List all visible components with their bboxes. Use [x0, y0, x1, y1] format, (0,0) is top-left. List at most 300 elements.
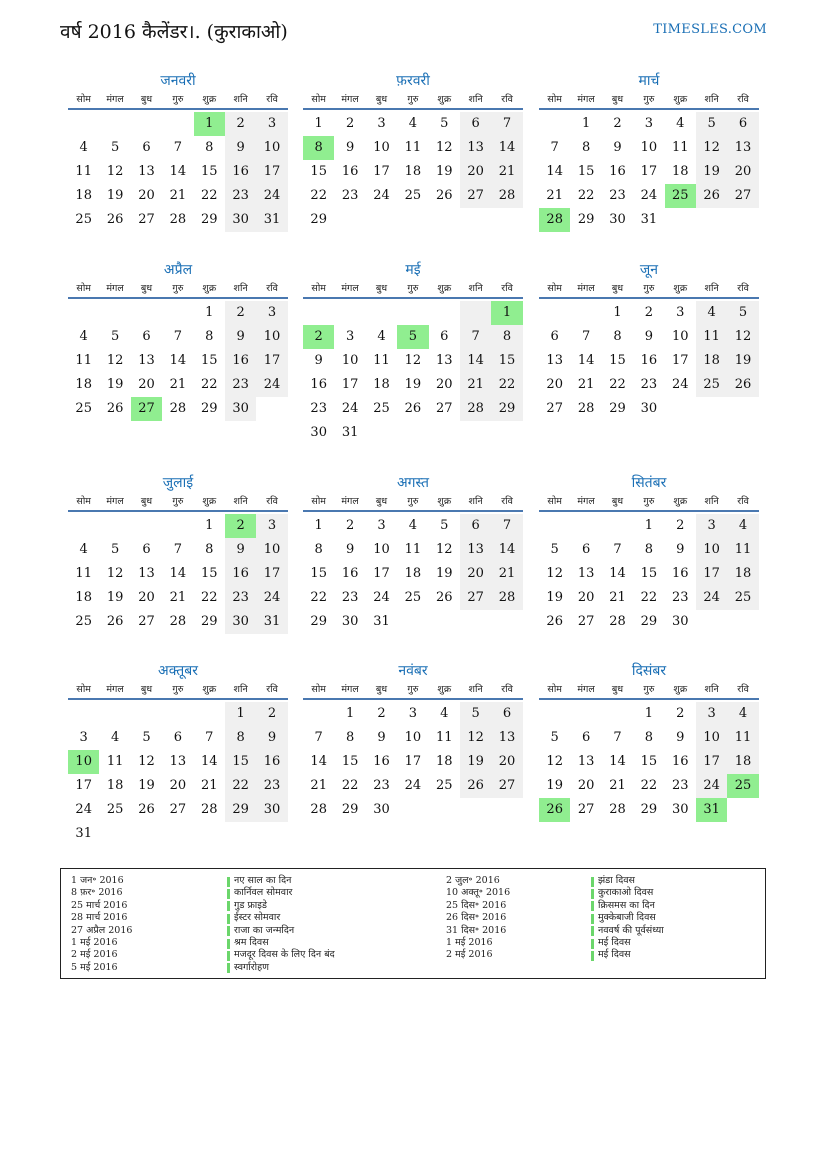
- weekday-label: शुक्र: [437, 496, 452, 507]
- day-cell: 21: [546, 188, 563, 203]
- empty-cell: [303, 301, 334, 325]
- day-cell: 6: [460, 514, 491, 538]
- day-cell: 30: [225, 397, 256, 421]
- weekday-label: शनि: [468, 684, 483, 695]
- legend-holiday-name: नववर्ष की पूर्वसंध्या: [598, 924, 664, 936]
- weekday-label: शुक्र: [437, 684, 452, 695]
- day-cell: 11: [75, 164, 92, 179]
- holiday-day-cell: 31: [696, 798, 727, 822]
- day-cell: 6: [460, 112, 491, 136]
- day-cell: 19: [138, 778, 155, 793]
- day-cell: 8: [581, 140, 591, 155]
- day-cell: 23: [373, 778, 390, 793]
- holiday-day-cell: 26: [539, 798, 570, 822]
- day-cell: 1: [644, 518, 653, 533]
- weekday-label: मंगल: [341, 684, 359, 695]
- day-cell: 29: [609, 401, 626, 416]
- day-cell: 22: [577, 188, 595, 203]
- day-grid: [539, 702, 759, 822]
- day-cell: 23: [671, 590, 689, 605]
- weekday-label: शनि: [704, 496, 719, 507]
- day-cell: 14: [546, 164, 563, 179]
- legend-holiday-name: राजा का जन्मदिन: [234, 924, 295, 936]
- day-cell: 22: [200, 590, 218, 605]
- day-cell: 5: [460, 702, 491, 726]
- day-cell: 5: [696, 112, 727, 136]
- day-cell: 6: [173, 730, 182, 745]
- day-cell: 12: [546, 566, 563, 581]
- holiday-legend: [60, 868, 766, 979]
- weekday-label: गुरु: [407, 684, 419, 695]
- day-cell: 20: [138, 377, 155, 392]
- day-cell: 11: [106, 754, 124, 769]
- legend-marker: [227, 901, 230, 911]
- empty-cell: [99, 514, 130, 538]
- day-cell: 11: [727, 538, 758, 562]
- day-cell: 24: [671, 377, 689, 392]
- day-cell: 24: [640, 188, 658, 203]
- day-cell: 18: [106, 778, 124, 793]
- day-cell: 3: [696, 514, 727, 538]
- day-cell: 8: [205, 140, 214, 155]
- weekday-label: रवि: [737, 684, 749, 695]
- day-cell: 28: [169, 614, 187, 629]
- day-cell: 18: [435, 754, 453, 769]
- day-cell: 29: [310, 212, 327, 227]
- day-cell: 2: [377, 706, 386, 721]
- day-cell: 25: [75, 401, 92, 416]
- day-cell: 30: [609, 212, 626, 227]
- day-grid: [303, 112, 523, 232]
- weekday-label: मंगल: [341, 496, 359, 507]
- day-cell: 22: [310, 188, 327, 203]
- weekday-label: रवि: [266, 94, 278, 105]
- day-cell: 28: [200, 802, 218, 817]
- day-grid: [539, 301, 759, 421]
- day-cell: 3: [377, 518, 386, 533]
- day-cell: 4: [727, 702, 758, 726]
- weekday-header: [303, 494, 523, 512]
- day-cell: 17: [696, 562, 727, 586]
- brand-link[interactable]: TIMESLES.COM: [653, 22, 767, 37]
- month-block: [539, 259, 759, 421]
- day-cell: 30: [341, 614, 359, 629]
- day-cell: 7: [314, 730, 323, 745]
- day-cell: 27: [727, 184, 758, 208]
- day-cell: 26: [435, 188, 453, 203]
- day-cell: 24: [75, 802, 92, 817]
- day-cell: 1: [314, 518, 323, 533]
- legend-holiday-name: स्वर्गारोहण: [234, 961, 270, 973]
- month-block: [539, 70, 759, 232]
- day-cell: 6: [727, 112, 758, 136]
- day-cell: 8: [225, 726, 256, 750]
- weekday-label: शनि: [704, 283, 719, 294]
- day-cell: 25: [373, 401, 390, 416]
- legend-date: 25 मार्च 2016: [71, 899, 128, 911]
- month-name: सितंबर: [631, 475, 667, 491]
- day-cell: 12: [435, 542, 453, 557]
- day-cell: 25: [404, 188, 422, 203]
- day-cell: 1: [314, 116, 323, 131]
- day-cell: 15: [609, 353, 626, 368]
- day-cell: 21: [460, 373, 491, 397]
- day-cell: 24: [373, 188, 390, 203]
- weekday-label: गुरु: [172, 496, 184, 507]
- day-cell: 21: [310, 778, 327, 793]
- day-cell: 13: [727, 136, 758, 160]
- day-cell: 16: [341, 164, 359, 179]
- legend-date: 5 मई 2016: [71, 961, 118, 973]
- legend-holiday-name: कार्निवल सोमवार: [234, 887, 293, 899]
- day-cell: 13: [460, 136, 491, 160]
- weekday-label: सोम: [547, 283, 562, 294]
- weekday-label: शुक्र: [673, 496, 688, 507]
- day-cell: 9: [256, 726, 287, 750]
- day-cell: 15: [310, 566, 327, 581]
- day-cell: 4: [676, 116, 685, 131]
- empty-cell: [570, 301, 601, 325]
- day-cell: 27: [138, 614, 155, 629]
- empty-cell: [602, 702, 633, 726]
- day-cell: 17: [373, 566, 390, 581]
- weekday-label: शुक्र: [673, 283, 688, 294]
- day-cell: 9: [676, 730, 685, 745]
- day-cell: 3: [644, 116, 653, 131]
- day-cell: 31: [256, 610, 287, 634]
- day-cell: 28: [609, 802, 626, 817]
- day-cell: 18: [727, 562, 758, 586]
- day-cell: 12: [106, 566, 124, 581]
- holiday-day-cell: 10: [68, 750, 99, 774]
- weekday-label: शुक्र: [202, 94, 217, 105]
- legend-marker: [591, 926, 594, 936]
- weekday-label: गुरु: [172, 94, 184, 105]
- day-cell: 8: [314, 542, 323, 557]
- weekday-label: सोम: [76, 283, 91, 294]
- weekday-label: मंगल: [106, 496, 124, 507]
- day-cell: 14: [460, 349, 491, 373]
- day-cell: 7: [460, 325, 491, 349]
- day-cell: 7: [613, 730, 622, 745]
- day-cell: 3: [79, 730, 88, 745]
- day-cell: 12: [460, 726, 491, 750]
- day-cell: 11: [727, 726, 758, 750]
- weekday-label: रवि: [737, 496, 749, 507]
- day-cell: 31: [373, 614, 390, 629]
- day-cell: 26: [696, 184, 727, 208]
- day-grid: [68, 702, 288, 846]
- day-cell: 12: [696, 136, 727, 160]
- day-cell: 17: [256, 160, 287, 184]
- day-cell: 26: [546, 614, 563, 629]
- month-block: [303, 472, 523, 634]
- weekday-label: रवि: [737, 283, 749, 294]
- legend-marker: [591, 877, 594, 887]
- day-cell: 23: [341, 590, 359, 605]
- day-cell: 10: [640, 140, 658, 155]
- day-cell: 12: [106, 353, 124, 368]
- month-block: [68, 259, 288, 421]
- day-cell: 1: [205, 305, 214, 320]
- weekday-label: शनि: [468, 496, 483, 507]
- day-cell: 18: [373, 377, 390, 392]
- day-cell: 30: [225, 208, 256, 232]
- empty-cell: [99, 301, 130, 325]
- empty-cell: [460, 301, 491, 325]
- empty-cell: [68, 301, 99, 325]
- day-cell: 3: [256, 301, 287, 325]
- day-cell: 8: [613, 329, 622, 344]
- empty-cell: [99, 112, 130, 136]
- day-cell: 15: [640, 754, 658, 769]
- day-cell: 29: [341, 802, 359, 817]
- day-cell: 16: [225, 562, 256, 586]
- day-cell: 18: [671, 164, 689, 179]
- weekday-label: शनि: [468, 94, 483, 105]
- day-cell: 19: [460, 750, 491, 774]
- day-cell: 3: [377, 116, 386, 131]
- day-cell: 14: [310, 754, 327, 769]
- day-cell: 6: [550, 329, 559, 344]
- day-cell: 12: [727, 325, 758, 349]
- day-cell: 7: [613, 542, 622, 557]
- day-cell: 27: [577, 614, 595, 629]
- day-cell: 6: [440, 329, 449, 344]
- month-block: [539, 660, 759, 822]
- day-cell: 13: [577, 566, 595, 581]
- day-cell: 16: [609, 164, 626, 179]
- day-cell: 22: [640, 778, 658, 793]
- weekday-label: बुध: [611, 684, 624, 695]
- day-cell: 23: [225, 184, 256, 208]
- weekday-label: शनि: [233, 496, 248, 507]
- weekday-label: सोम: [311, 94, 326, 105]
- day-cell: 29: [225, 798, 256, 822]
- day-grid: [539, 514, 759, 634]
- empty-cell: [539, 112, 570, 136]
- weekday-label: बुध: [140, 684, 153, 695]
- holiday-day-cell: 2: [225, 514, 256, 538]
- legend-marker: [227, 926, 230, 936]
- legend-date: 31 दिस॰ 2016: [446, 924, 507, 936]
- day-cell: 22: [491, 373, 522, 397]
- empty-cell: [131, 112, 162, 136]
- legend-marker: [591, 939, 594, 949]
- weekday-label: शनि: [468, 283, 483, 294]
- day-cell: 29: [200, 212, 218, 227]
- weekday-label: मंगल: [577, 684, 595, 695]
- day-cell: 4: [696, 301, 727, 325]
- day-cell: 22: [609, 377, 626, 392]
- empty-cell: [68, 702, 99, 726]
- weekday-label: सोम: [547, 496, 562, 507]
- day-cell: 4: [408, 518, 417, 533]
- day-cell: 5: [440, 116, 449, 131]
- day-cell: 10: [256, 538, 287, 562]
- day-cell: 2: [644, 305, 653, 320]
- day-cell: 11: [404, 542, 422, 557]
- day-cell: 10: [373, 542, 390, 557]
- weekday-label: शुक्र: [673, 684, 688, 695]
- weekday-label: गुरु: [407, 283, 419, 294]
- day-cell: 29: [491, 397, 522, 421]
- weekday-label: सोम: [311, 283, 326, 294]
- day-cell: 1: [205, 518, 214, 533]
- day-cell: 19: [404, 377, 422, 392]
- day-grid: [539, 112, 759, 232]
- day-cell: 30: [225, 610, 256, 634]
- day-cell: 19: [727, 349, 758, 373]
- weekday-label: बुध: [611, 283, 624, 294]
- day-cell: 13: [460, 538, 491, 562]
- day-cell: 8: [644, 730, 653, 745]
- day-cell: 30: [310, 425, 327, 440]
- day-cell: 30: [671, 614, 689, 629]
- day-cell: 1: [613, 305, 622, 320]
- legend-date: 26 दिस॰ 2016: [446, 912, 507, 924]
- holiday-day-cell: 5: [397, 325, 428, 349]
- weekday-label: मंगल: [341, 94, 359, 105]
- month-name: मई: [405, 262, 421, 278]
- legend-marker: [227, 889, 230, 899]
- day-cell: 21: [609, 590, 626, 605]
- day-cell: 24: [256, 373, 287, 397]
- weekday-label: मंगल: [577, 496, 595, 507]
- month-name: अगस्त: [396, 475, 429, 491]
- day-cell: 13: [138, 164, 155, 179]
- day-cell: 10: [373, 140, 390, 155]
- day-cell: 19: [546, 778, 563, 793]
- day-cell: 14: [609, 566, 626, 581]
- day-cell: 17: [341, 377, 359, 392]
- day-cell: 24: [256, 586, 287, 610]
- weekday-label: गुरु: [407, 94, 419, 105]
- day-cell: 16: [225, 160, 256, 184]
- day-cell: 27: [138, 212, 155, 227]
- legend-holiday-name: गुड फ्राइडे: [234, 899, 267, 911]
- day-cell: 9: [225, 325, 256, 349]
- month-name: फ़रवरी: [396, 73, 430, 89]
- month-name: मार्च: [638, 73, 660, 89]
- day-cell: 13: [546, 353, 563, 368]
- empty-cell: [539, 514, 570, 538]
- day-cell: 5: [142, 730, 151, 745]
- day-cell: 28: [460, 397, 491, 421]
- day-cell: 14: [491, 136, 522, 160]
- day-cell: 2: [225, 112, 256, 136]
- day-grid: [303, 514, 523, 634]
- day-cell: 23: [225, 586, 256, 610]
- day-cell: 11: [696, 325, 727, 349]
- day-cell: 16: [341, 566, 359, 581]
- month-name: नवंबर: [398, 663, 428, 679]
- day-cell: 17: [404, 754, 422, 769]
- empty-cell: [162, 301, 193, 325]
- weekday-label: शनि: [233, 283, 248, 294]
- empty-cell: [539, 301, 570, 325]
- day-cell: 7: [173, 140, 182, 155]
- day-cell: 19: [106, 377, 124, 392]
- day-cell: 3: [256, 112, 287, 136]
- day-cell: 30: [373, 802, 390, 817]
- weekday-label: रवि: [266, 283, 278, 294]
- day-cell: 13: [169, 754, 187, 769]
- holiday-day-cell: 27: [131, 397, 162, 421]
- day-cell: 18: [75, 377, 92, 392]
- month-name: दिसंबर: [631, 663, 667, 679]
- legend-date: 8 फ़र॰ 2016: [71, 887, 123, 899]
- day-cell: 10: [696, 538, 727, 562]
- weekday-label: रवि: [737, 94, 749, 105]
- day-cell: 4: [79, 329, 88, 344]
- day-cell: 20: [169, 778, 187, 793]
- day-cell: 2: [345, 116, 355, 131]
- day-cell: 25: [404, 590, 422, 605]
- day-cell: 1: [345, 706, 355, 721]
- day-cell: 5: [110, 329, 120, 344]
- day-cell: 22: [200, 188, 218, 203]
- weekday-label: गुरु: [643, 684, 655, 695]
- day-cell: 23: [225, 373, 256, 397]
- legend-date: 27 अप्रैल 2016: [71, 924, 133, 936]
- legend-marker: [227, 914, 230, 924]
- day-cell: 23: [609, 188, 626, 203]
- day-cell: 18: [727, 750, 758, 774]
- day-cell: 10: [404, 730, 422, 745]
- weekday-label: शुक्र: [437, 94, 452, 105]
- day-cell: 7: [173, 329, 182, 344]
- day-cell: 28: [491, 184, 522, 208]
- day-cell: 2: [676, 706, 685, 721]
- weekday-header: [539, 494, 759, 512]
- empty-cell: [68, 514, 99, 538]
- day-cell: 21: [491, 562, 522, 586]
- day-cell: 13: [491, 726, 522, 750]
- legend-date: 28 मार्च 2016: [71, 912, 128, 924]
- weekday-label: बुध: [375, 496, 388, 507]
- day-cell: 25: [106, 802, 124, 817]
- month-name: जुलाई: [162, 475, 194, 491]
- day-cell: 27: [460, 184, 491, 208]
- day-cell: 20: [577, 590, 595, 605]
- weekday-label: शुक्र: [202, 283, 217, 294]
- day-cell: 9: [314, 353, 323, 368]
- day-cell: 22: [200, 377, 218, 392]
- day-cell: 7: [491, 112, 522, 136]
- day-cell: 24: [373, 590, 390, 605]
- day-cell: 17: [640, 164, 658, 179]
- legend-marker: [591, 951, 594, 961]
- day-cell: 2: [345, 518, 355, 533]
- legend-marker: [591, 914, 594, 924]
- weekday-header: [539, 682, 759, 700]
- weekday-label: गुरु: [643, 496, 655, 507]
- day-cell: 9: [225, 538, 256, 562]
- day-cell: 28: [577, 401, 595, 416]
- weekday-label: रवि: [266, 496, 278, 507]
- day-cell: 10: [256, 325, 287, 349]
- day-cell: 9: [613, 140, 622, 155]
- day-cell: 23: [341, 188, 359, 203]
- legend-date: 2 मई 2016: [71, 949, 118, 961]
- day-cell: 18: [696, 349, 727, 373]
- day-cell: 11: [75, 353, 92, 368]
- day-cell: 28: [609, 614, 626, 629]
- day-cell: 19: [696, 160, 727, 184]
- day-cell: 10: [696, 726, 727, 750]
- weekday-label: शुक्र: [202, 684, 217, 695]
